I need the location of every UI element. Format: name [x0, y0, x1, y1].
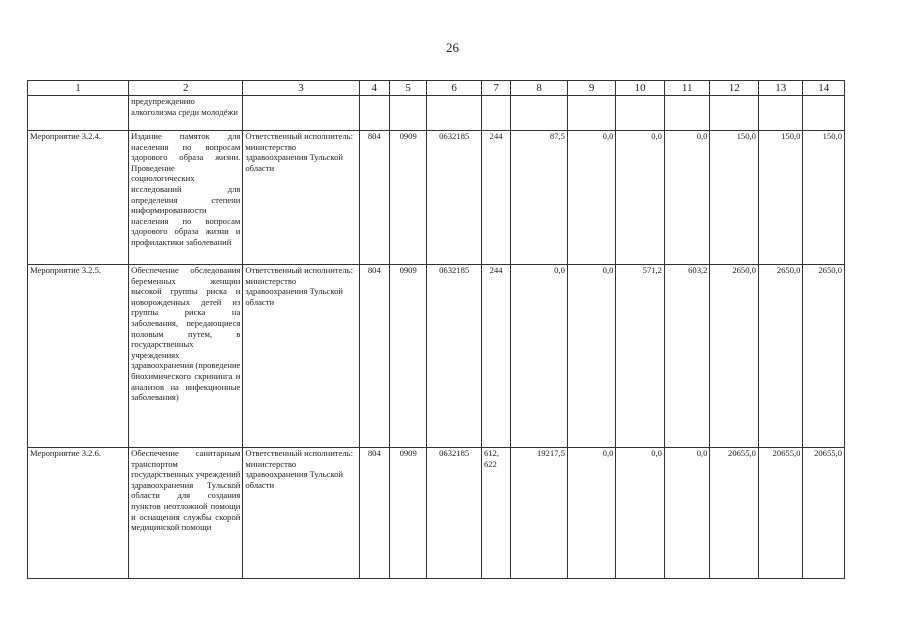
expense-type-cell: 612, 622 [481, 448, 510, 579]
amount-cell: 150,0 [758, 131, 802, 265]
amount-cell: 20655,0 [803, 448, 845, 579]
amount-cell [616, 96, 665, 131]
column-header: 11 [664, 81, 710, 96]
amount-cell [567, 96, 616, 131]
executor-cell: Ответственный исполнитель: министерство здравоохранения Тульской области [243, 265, 359, 448]
amount-cell: 87,5 [511, 131, 568, 265]
section-code-cell: 0909 [389, 131, 426, 265]
table-row [28, 96, 845, 131]
amount-cell: 150,0 [710, 131, 759, 265]
amount-cell: 0,0 [664, 448, 710, 579]
amount-cell: 603,2 [664, 265, 710, 448]
grbs-code-cell: 804 [359, 131, 389, 265]
executor-cell: Ответственный исполнитель: министерство здравоохранения Тульской области [243, 448, 359, 579]
amount-cell: 19217,5 [511, 448, 568, 579]
column-header: 8 [511, 81, 568, 96]
amount-cell [803, 96, 845, 131]
amount-cell: 20655,0 [710, 448, 759, 579]
amount-cell: 150,0 [803, 131, 845, 265]
measure-description-cell: Обеспечение санитарным транспортом государственных учреждений здравоохранения Тульской области для создания пунктов неотложной помощи и оснащения службы скорой медицинской помощи [129, 448, 243, 579]
table-row [28, 448, 845, 579]
column-header: 4 [359, 81, 389, 96]
column-header: 14 [803, 81, 845, 96]
column-header: 3 [243, 81, 359, 96]
table-row [28, 131, 845, 265]
column-header: 7 [481, 81, 510, 96]
grbs-code-cell: 804 [359, 448, 389, 579]
amount-cell [758, 96, 802, 131]
amount-cell: 571,2 [616, 265, 665, 448]
amount-cell: 0,0 [616, 131, 665, 265]
amount-cell [511, 96, 568, 131]
program-table [27, 80, 845, 579]
column-header: 9 [567, 81, 616, 96]
amount-cell: 2650,0 [758, 265, 802, 448]
measure-name-cell: Мероприятие 3.2.5. [28, 265, 129, 448]
amount-cell: 2650,0 [803, 265, 845, 448]
page-number: 26 [446, 40, 459, 55]
column-header: 2 [129, 81, 243, 96]
amount-cell [710, 96, 759, 131]
expense-type-cell: 244 [481, 131, 510, 265]
measure-name-cell: Мероприятие 3.2.4. [28, 131, 129, 265]
measure-name-cell: Мероприятие 3.2.6. [28, 448, 129, 579]
amount-cell: 0,0 [664, 131, 710, 265]
amount-cell: 0,0 [567, 131, 616, 265]
executor-cell [243, 96, 359, 131]
measure-description-cell: Издание памяток для населения по вопросам здорового образа жизни. Проведение социологических исследований для определения степени информированности населения по вопросам здорового образа жизни и профилактики заболеваний [129, 131, 243, 265]
amount-cell: 2650,0 [710, 265, 759, 448]
section-code-cell: 0909 [389, 265, 426, 448]
amount-cell [664, 96, 710, 131]
target-article-cell [427, 96, 482, 131]
grbs-code-cell: 804 [359, 265, 389, 448]
grbs-code-cell [359, 96, 389, 131]
amount-cell: 0,0 [511, 265, 568, 448]
executor-cell: Ответственный исполнитель: министерство здравоохранения Тульской области [243, 131, 359, 265]
column-header: 5 [389, 81, 426, 96]
header-row [28, 81, 845, 96]
column-header: 10 [616, 81, 665, 96]
expense-type-cell: 244 [481, 265, 510, 448]
amount-cell: 0,0 [567, 448, 616, 579]
amount-cell: 0,0 [567, 265, 616, 448]
column-header: 6 [427, 81, 482, 96]
measure-description-cell: Обеспечение обследования беременных женщин высокой группы риска и новорожденных детей из группы риска на заболевания, передающиеся половым путем, в государственных учреждениях здравоохранения (проведение биохимического скрининга и анализов на инфекционные заболевания) [129, 265, 243, 448]
column-header: 12 [710, 81, 759, 96]
section-code-cell: 0909 [389, 448, 426, 579]
table-row [28, 265, 845, 448]
target-article-cell: 0632185 [427, 265, 482, 448]
expense-type-cell [481, 96, 510, 131]
target-article-cell: 0632185 [427, 131, 482, 265]
measure-description-cell: предупреждению алкоголизма среди молодёжи [129, 96, 243, 131]
section-code-cell [389, 96, 426, 131]
amount-cell: 20655,0 [758, 448, 802, 579]
target-article-cell: 0632185 [427, 448, 482, 579]
amount-cell: 0,0 [616, 448, 665, 579]
measure-name-cell [28, 96, 129, 131]
column-header: 1 [28, 81, 129, 96]
column-header: 13 [758, 81, 802, 96]
